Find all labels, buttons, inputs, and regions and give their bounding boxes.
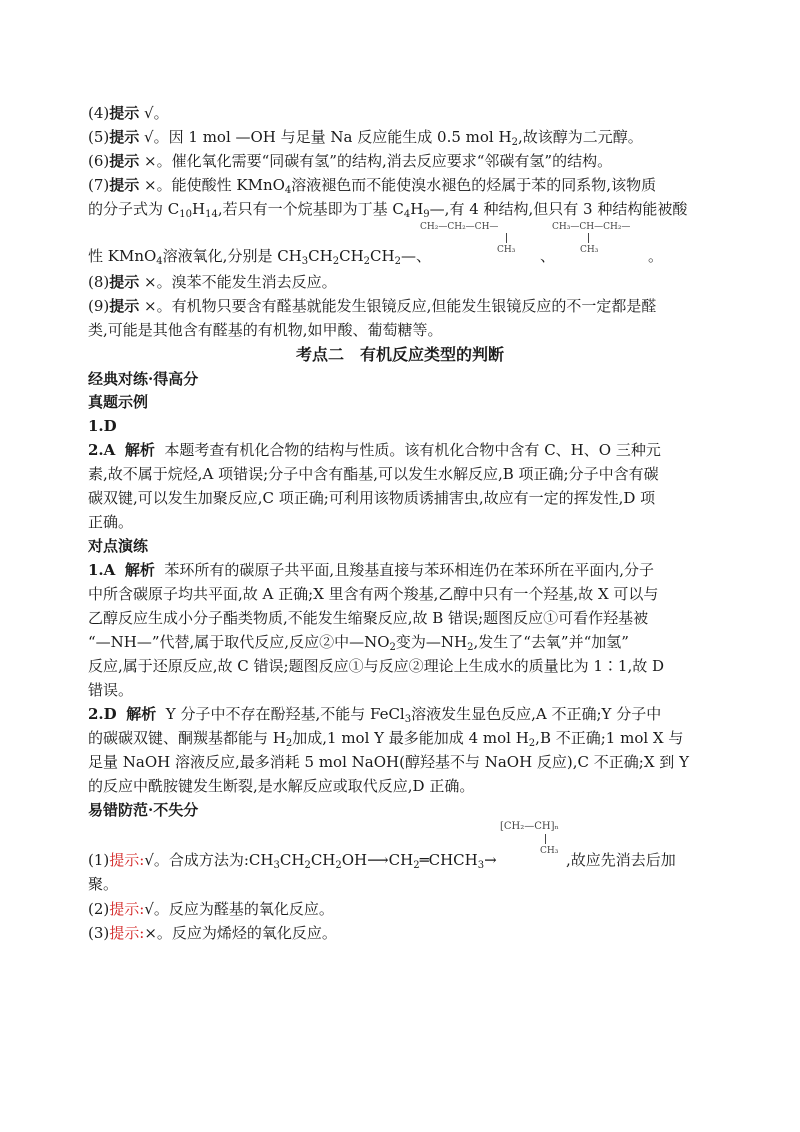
mistake-1-line-2: 聚。 (88, 875, 119, 893)
mistake-1-line-1: (1)提示:√。合成方法为$:CH_3CH_2CH_2OH⟶CH_2═CHCH_3\to$ (88, 851, 497, 871)
mistake-1-tail: ,故应先消去后加 (566, 851, 676, 869)
polymer-structure-main: [CH₂—CH]ₙ (500, 821, 559, 832)
item-6: (6)提示 ×。催化氧化需要“同碳有氢”的结构,消去反应要求“邻碳有氢”的结构。 (88, 152, 613, 170)
subsection-real-exam: 真题示例 (88, 393, 149, 411)
butyl-structure-1-branch: CH₃ (497, 245, 516, 255)
practice-2-line-1: 2.D 解析 Y 分子中不存在酚羟基,不能与 FeCl$_3$溶液发生显色反应,A 不正确;Y 分子中 (88, 705, 662, 725)
mistake-3: (3)提示:×。反应为烯烃的氧化反应。 (88, 924, 337, 942)
practice-2-line-4: 的反应中酰胺键发生断裂,是水解反应或取代反应,D 正确。 (88, 777, 475, 795)
practice-1-line-5: 反应,属于还原反应,故 C 错误;题图反应①与反应②理论上生成水的质量比为 1∶1,故 D (88, 657, 665, 675)
polymer-structure-branch: CH₃ (540, 846, 559, 856)
practice-1-line-6: 错误。 (88, 681, 134, 699)
item-7-line-1: (7)提示 ×。能使酸性 KMnO$_4$溶液褪色而不能使溴水褪色的烃属于苯的同系物,该物质 (88, 176, 657, 196)
item-7-separator: 、 (540, 247, 556, 265)
item-4: (4)提示 √。 (88, 104, 169, 122)
butyl-structure-1-bond (506, 233, 507, 243)
butyl-structure-2-main: CH₃—CH—CH₂— (552, 222, 631, 232)
item-7-end: 。 (648, 247, 664, 265)
item-7-line-2: 的分子式为 $C_{10}H_{14}$,若只有一个烷基即为丁基 $C_4H_9—$,有 4 种结构,但只有 3 种结构能被酸 (88, 200, 688, 220)
practice-1-line-2: 中所含碳原子均共平面,故 A 正确;X 里含有两个羧基,乙醇中只有一个羟基,故 X 可以与 (88, 585, 659, 603)
answer-1: 1.D (88, 417, 117, 435)
practice-2-line-2: 的碳碳双键、酮羰基都能与 $H_2$加成,1 mol Y 最多能加成 4 mol $H_2,B$ 不正确;1 mol X 与 (88, 729, 684, 749)
answer-2-line-3: 碳双键,可以发生加聚反应,C 项正确;可利用该物质诱捕害虫,故应有一定的挥发性,D 项 (88, 489, 656, 507)
answer-2-line-4: 正确。 (88, 513, 134, 531)
practice-1-line-3: 乙醇反应生成小分子酯类物质,不能发生缩聚反应,故 B 错误;题图反应①可看作羟基被 (88, 609, 649, 627)
butyl-structure-1-main: CH₂—CH₂—CH— (420, 222, 499, 232)
polymer-structure-bond (545, 834, 546, 844)
item-9-line-2: 类,可能是其他含有醛基的有机物,如甲酸、葡萄糖等。 (88, 321, 443, 339)
mistake-2: (2)提示:√。反应为醛基的氧化反应。 (88, 900, 334, 918)
item-8: (8)提示 ×。溴苯不能发生消去反应。 (88, 273, 337, 291)
answer-2-line-2: 素,故不属于烷烃,A 项错误;分子中含有酯基,可以发生水解反应,B 项正确;分子中含有碳 (88, 465, 659, 483)
section-title: 考点二 有机反应类型的判断 (295, 345, 504, 364)
subsection-mistakes: 易错防范·不失分 (88, 801, 199, 819)
butyl-structure-2-branch: CH₃ (580, 245, 599, 255)
practice-1-line-1: 1.A 解析 苯环所有的碳原子共平面,且羧基直接与苯环相连仍在苯环所在平面内,分子 (88, 561, 654, 579)
item-5: (5)提示 √。因 1 mol —OH 与足量 Na 反应能生成 0.5 mol $H_2$,故该醇为二元醇。 (88, 128, 643, 148)
practice-2-line-3: 足量 NaOH 溶液反应,最多消耗 5 mol NaOH(醇羟基不与 NaOH 反应),C 不正确;X 到 Y (88, 753, 689, 771)
subsection-practice: 对点演练 (88, 537, 149, 555)
item-9-line-1: (9)提示 ×。有机物只要含有醛基就能发生银镜反应,但能发生银镜反应的不一定都是醛 (88, 297, 657, 315)
practice-1-line-4: “—NH—”代替,属于取代反应,反应②中$—NO_2$变为$—NH_2$,发生了“去氧”并“加氢” (88, 633, 629, 653)
subsection-classic: 经典对练·得高分 (88, 370, 199, 388)
item-7-line-3: 性 KMnO$_4$溶液氧化,分别是 $CH_3CH_2CH_2CH_2—$、 (88, 247, 431, 267)
butyl-structure-2-bond (588, 233, 589, 243)
answer-2-line-1: 2.A 解析 本题考查有机化合物的结构与性质。该有机化合物中含有 C、H、O 三种元 (88, 441, 661, 459)
